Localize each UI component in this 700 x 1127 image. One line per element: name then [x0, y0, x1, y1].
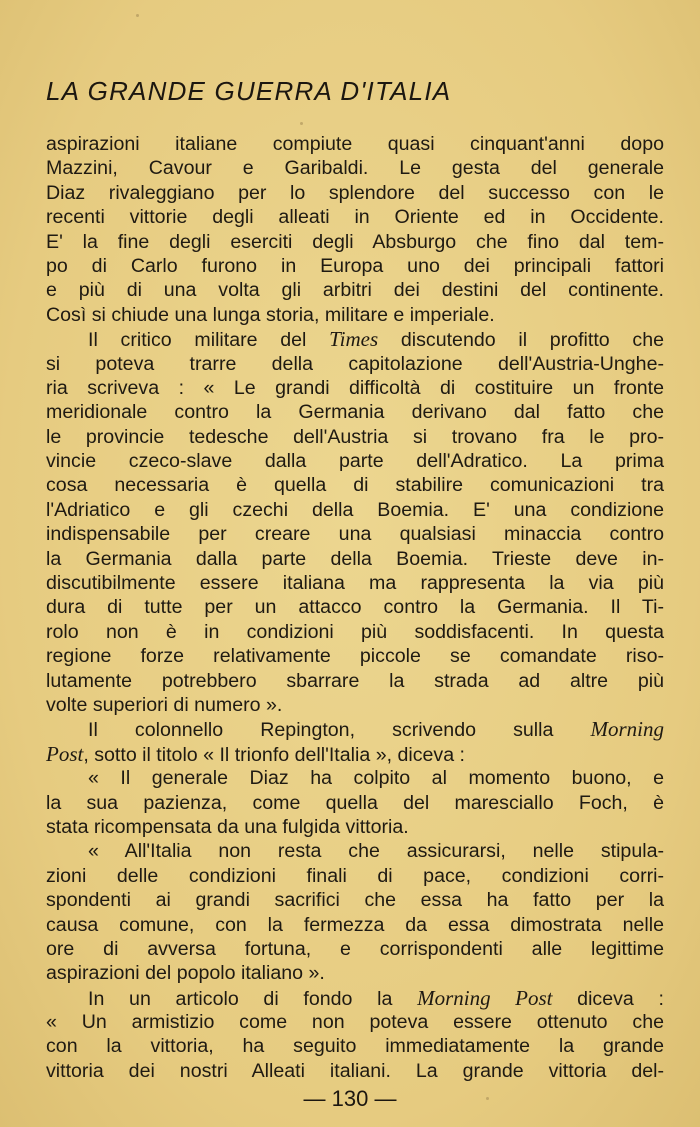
text-line — [46, 693, 664, 717]
italic-title: Post — [46, 741, 84, 766]
text-run: con la vittoria, ha seguito immediatamente la grande — [46, 1035, 664, 1058]
text-line — [46, 888, 664, 912]
text-line — [46, 986, 664, 1010]
text-run: le provincie tedesche dell'Austria si trovano fra le pro- — [46, 425, 664, 448]
text-run: si poteva trarre della capitolazione dell'Austria-Unghe- — [46, 352, 664, 375]
page-number: — 130 — — [303, 1086, 397, 1111]
text-line — [46, 791, 664, 815]
text-run: causa comune, con la fermezza da essa dimostrata nelle — [46, 913, 664, 936]
text-run: dura di tutte per un attacco contro la Germania. Il Ti- — [46, 596, 664, 619]
text-line — [46, 815, 664, 839]
text-run: rolo non è in condizioni più soddisfacenti. In questa — [46, 620, 664, 643]
text-run: discutibilmente essere italiana ma rappresenta la via più — [46, 572, 664, 595]
text-line — [46, 961, 664, 985]
text-line — [46, 205, 664, 229]
text-line — [46, 425, 664, 449]
text-run: la Germania dalla parte della Boemia. Trieste deve in- — [46, 547, 664, 570]
paper-speck — [136, 14, 139, 17]
text-line — [46, 669, 664, 693]
text-line — [46, 132, 664, 156]
text-line — [46, 1059, 664, 1083]
text-run: diceva : — [552, 987, 664, 1010]
text-run: ria scriveva : « Le grandi difficoltà di costituire un fronte — [46, 376, 664, 399]
text-line — [46, 1034, 664, 1058]
text-line — [46, 547, 664, 571]
text-run: stata ricompensata da una fulgida vittoria. — [46, 815, 409, 838]
text-run: spondenti ai grandi sacrifici che essa ha fatto per la — [46, 889, 664, 912]
text-line — [46, 522, 664, 546]
text-line — [46, 644, 664, 668]
text-line — [46, 181, 664, 205]
text-line — [46, 717, 664, 741]
text-run: « Un armistizio come non poteva essere ottenuto che — [46, 1011, 664, 1034]
text-run: zioni delle condizioni finali di pace, condizioni corri- — [46, 864, 664, 887]
text-line — [46, 352, 664, 376]
text-run: Il colonnello Repington, scrivendo sulla — [88, 719, 591, 742]
text-line — [46, 839, 664, 863]
text-run: indispensabile per creare una qualsiasi minaccia contro — [46, 523, 664, 546]
text-run: ore di avversa fortuna, e corrispondenti alle legittime — [46, 937, 664, 960]
text-run: aspirazioni del popolo italiano ». — [46, 962, 325, 985]
text-line — [46, 571, 664, 595]
text-run: vincie czeco-slave dalla parte dell'Adratico. La prima — [46, 450, 664, 473]
text-line — [46, 913, 664, 937]
text-run: e più di una volta gli arbitri dei destini del continente. — [46, 279, 664, 302]
text-run: « Il generale Diaz ha colpito al momento buono, e — [88, 767, 664, 790]
italic-title: Times — [329, 327, 379, 352]
text-run: Il critico militare del — [88, 329, 330, 352]
text-run: cosa necessaria è quella di stabilire comunicazioni tra — [46, 474, 664, 497]
text-run: regione forze relativamente piccole se comandate riso- — [46, 645, 664, 668]
text-line — [46, 230, 664, 254]
text-run: volte superiori di numero ». — [46, 693, 283, 716]
text-line — [46, 303, 664, 327]
text-line — [46, 376, 664, 400]
text-run: aspirazioni italiane compiute quasi cinquant'anni dopo — [46, 133, 664, 155]
body-text — [46, 132, 664, 1083]
text-run: lutamente potrebbero sbarrare la strada ad altre più — [46, 669, 664, 692]
text-run: po di Carlo furono in Europa uno dei principali fattori — [46, 254, 664, 277]
paper-speck — [300, 122, 303, 125]
text-run: In un articolo di fondo la — [88, 987, 418, 1010]
text-run: meridionale contro la Germania derivano dal fatto che — [46, 401, 664, 424]
text-run: discutendo il profitto che — [378, 329, 665, 352]
text-line — [46, 742, 664, 766]
text-line — [46, 864, 664, 888]
text-run: vittoria dei nostri Alleati italiani. La grande vittoria del- — [46, 1059, 664, 1082]
text-run: l'Adriatico e gli czechi della Boemia. E' una condizione — [46, 498, 664, 521]
italic-title: Morning Post — [417, 985, 553, 1010]
text-run: E' la fine degli eserciti degli Absburgo che fino dal tem- — [46, 230, 664, 253]
text-line — [46, 595, 664, 619]
text-line — [46, 620, 664, 644]
text-line — [46, 1010, 664, 1034]
text-run: Così si chiude una lunga storia, militare e imperiale. — [46, 303, 495, 326]
text-line — [46, 254, 664, 278]
text-run: recenti vittorie degli alleati in Oriente ed in Occidente. — [46, 206, 664, 229]
text-line — [46, 498, 664, 522]
text-run: la sua pazienza, come quella del maresciallo Foch, è — [46, 791, 664, 814]
running-header: LA GRANDE GUERRA D'ITALIA — [46, 76, 452, 106]
text-run: , sotto il titolo « Il trionfo dell'Italia », diceva : — [83, 743, 466, 766]
text-line — [46, 766, 664, 790]
text-line — [46, 473, 664, 497]
text-run: « All'Italia non resta che assicurarsi, nelle stipula- — [88, 840, 664, 863]
text-line — [46, 327, 664, 351]
text-line — [46, 400, 664, 424]
paper-speck — [486, 1097, 489, 1100]
text-run: Mazzini, Cavour e Garibaldi. Le gesta del generale — [46, 157, 664, 180]
text-line — [46, 937, 664, 961]
text-line — [46, 278, 664, 302]
text-line — [46, 156, 664, 180]
text-line — [46, 449, 664, 473]
italic-title: Morning — [590, 717, 664, 742]
text-run: Diaz rivaleggiano per lo splendore del successo con le — [46, 181, 664, 204]
